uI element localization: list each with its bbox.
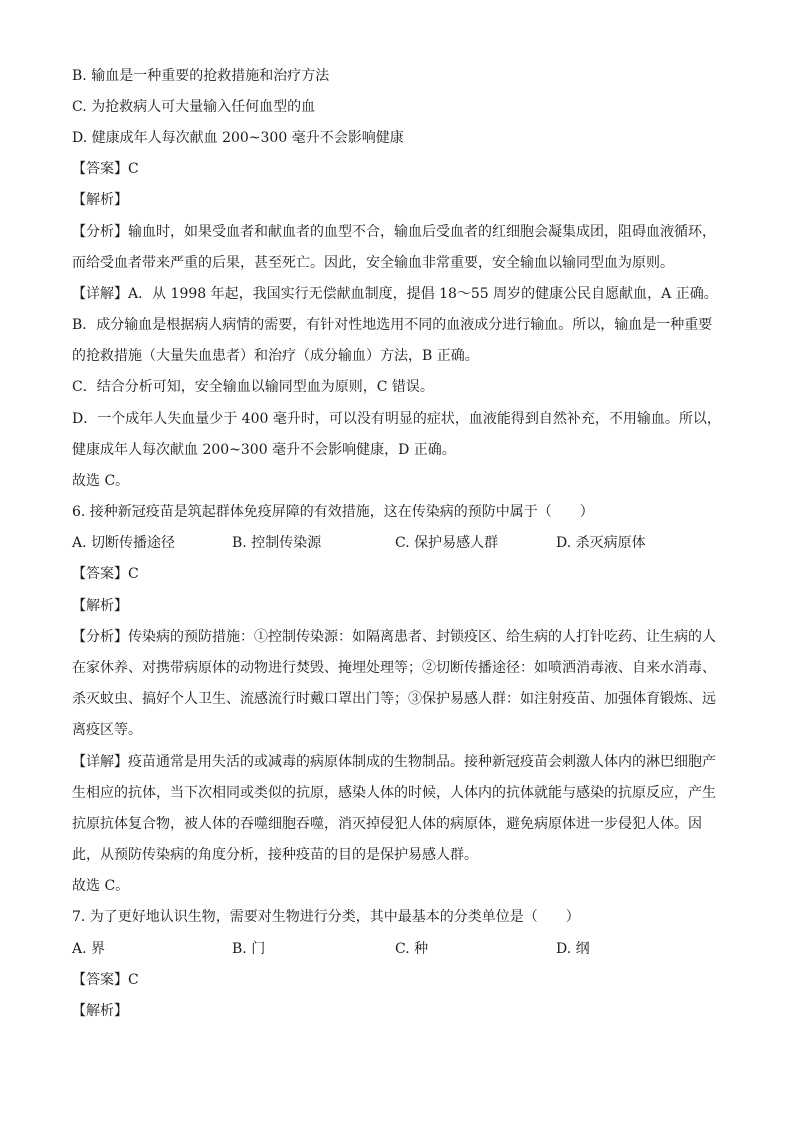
detail-text: 此，从预防传染病的角度分析，接种疫苗的目的是保护易感人群。 <box>72 847 478 863</box>
q7-option-c: C. 种 <box>395 941 429 957</box>
detail-text: 健康成年人每次献血 200~300 毫升不会影响健康，D 正确。 <box>72 442 456 458</box>
analysis-label: 【解析】 <box>72 192 128 208</box>
analysis-text: 【分析】输血时，如果受血者和献血者的血型不合，输血后受血者的红细胞会凝集成团，阻碍血液循环， <box>72 224 716 240</box>
q6-option-b: B. 控制传染源 <box>232 535 322 551</box>
q6-option-d: D. 杀灭病原体 <box>556 535 646 551</box>
detail-text: 【详解】A．从 1998 年起，我国实行无偿献血制度，提倡 18～55 周岁的健康公民自愿献血，A 正确。 <box>72 286 718 302</box>
answer-label: 【答案】C <box>72 161 139 177</box>
q6-option-a: A. 切断传播途径 <box>72 535 176 551</box>
conclusion-text: 故选 C。 <box>72 878 130 894</box>
question-7: 7. 为了更好地认识生物，需要对生物进行分类，其中最基本的分类单位是（ ） <box>72 909 580 925</box>
analysis-text: 杀灭蚊虫、搞好个人卫生、流感流行时戴口罩出门等；③保护易感人群：如注射疫苗、加强体育锻炼、远 <box>72 691 716 707</box>
q7-option-a: A. 界 <box>72 941 106 957</box>
option-b-line: B. 输血是一种重要的抢救措施和治疗方法 <box>72 68 330 84</box>
q6-option-c: C. 保护易感人群 <box>395 535 499 551</box>
answer-label: 【答案】C <box>72 566 139 582</box>
answer-label: 【答案】C <box>72 972 139 988</box>
analysis-text: 离疫区等。 <box>72 722 142 738</box>
analysis-text: 在家休养、对携带病原体的动物进行焚毁、掩埋处理等；②切断传播途径：如喷洒消毒液、自来水消毒、 <box>72 660 716 676</box>
detail-text: D．一个成年人失血量少于 400 毫升时，可以没有明显的症状，血液能得到自然补充，不用输血。所以， <box>72 411 721 427</box>
analysis-text: 【分析】传染病的预防措施：①控制传染源：如隔离患者、封锁疫区、给生病的人打针吃药、让生病的人 <box>72 629 716 645</box>
analysis-label: 【解析】 <box>72 598 128 614</box>
analysis-label: 【解析】 <box>72 1003 128 1019</box>
detail-text: C．结合分析可知，安全输血以输同型血为原则，C 错误。 <box>72 379 434 395</box>
detail-text: 抗原抗体复合物，被人体的吞噬细胞吞噬，消灭掉侵犯人体的病原体，避免病原体进一步侵犯人体。因 <box>72 816 702 832</box>
q7-option-b: B. 门 <box>232 941 266 957</box>
question-7-options <box>72 939 712 959</box>
question-6: 6. 接种新冠疫苗是筑起群体免疫屏障的有效措施，这在传染病的预防中属于（ ） <box>72 504 594 520</box>
detail-text: 的抢救措施（大量失血患者）和治疗（成分输血）方法，B 正确。 <box>72 348 479 364</box>
question-6-options <box>72 533 712 553</box>
q7-option-d: D. 纲 <box>556 941 590 957</box>
detail-text: 【详解】疫苗通常是用失活的或减毒的病原体制成的生物制品。接种新冠疫苗会刺激人体内的淋巴细胞产 <box>72 754 716 770</box>
analysis-text: 而给受血者带来严重的后果，甚至死亡。因此，安全输血非常重要，安全输血以输同型血为原则。 <box>72 255 674 271</box>
detail-text: B．成分输血是根据病人病情的需要，有针对性地选用不同的血液成分进行输血。所以，输血是一种重要 <box>72 317 713 333</box>
detail-text: 生相应的抗体，当下次相同或类似的抗原，感染人体的时候，人体内的抗体就能与感染的抗原反应，产生 <box>72 785 716 801</box>
option-c-line: C. 为抢救病人可大量输入任何血型的血 <box>72 99 316 115</box>
conclusion-text: 故选 C。 <box>72 473 130 489</box>
option-d-line: D. 健康成年人每次献血 200~300 毫升不会影响健康 <box>72 130 404 146</box>
